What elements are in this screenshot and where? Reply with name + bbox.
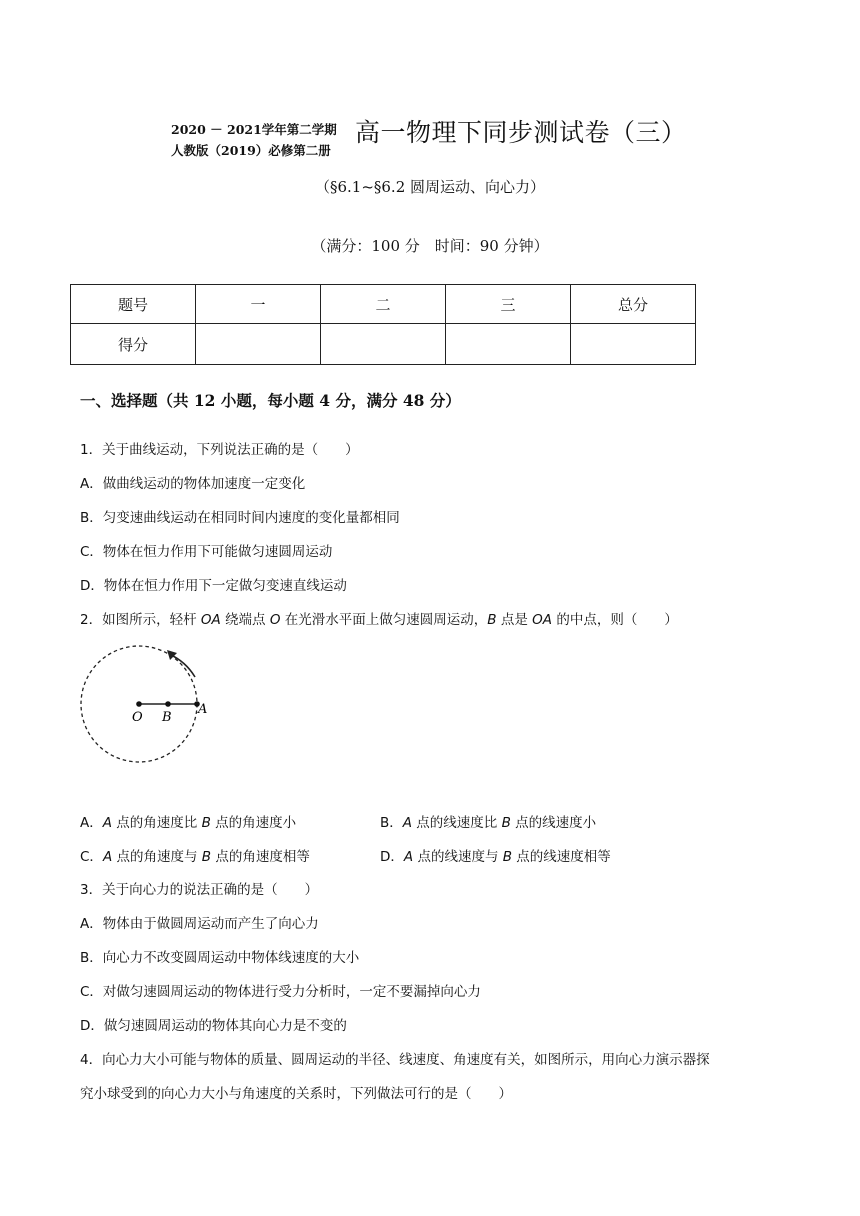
section-heading: 一、选择题（共 12 小题，每小题 4 分，满分 48 分） bbox=[80, 391, 461, 410]
table-row bbox=[71, 324, 696, 365]
header-term: 2020 － 2021学年第二学期 bbox=[171, 122, 337, 137]
question-2-stem: 2．如图所示，轻杆 OA 绕端点 O 在光滑水平面上做匀速圆周运动，B 点是 OA 的中点，则（ ） bbox=[80, 612, 678, 628]
table-cell bbox=[321, 324, 446, 365]
question-2-option-b: B．A 点的线速度比 B 点的线速度小 bbox=[380, 815, 597, 831]
question-3-option-b: B．向心力不改变圆周运动中物体线速度的大小 bbox=[80, 950, 360, 966]
question-3-option-d: D．做匀速圆周运动的物体其向心力是不变的 bbox=[80, 1018, 347, 1034]
table-cell: 总分 bbox=[571, 285, 696, 324]
question-1-option-d: D．物体在恒力作用下一定做匀变速直线运动 bbox=[80, 578, 347, 594]
question-1-option-a: A．做曲线运动的物体加速度一定变化 bbox=[80, 476, 306, 492]
table-row bbox=[71, 285, 696, 324]
point-o bbox=[136, 701, 142, 707]
question-3-option-c: C．对做匀速圆周运动的物体进行受力分析时，一定不要漏掉向心力 bbox=[80, 984, 481, 1000]
header-edition: 人教版（2019）必修第二册 bbox=[171, 143, 331, 158]
question-1-option-c: C．物体在恒力作用下可能做匀速圆周运动 bbox=[80, 544, 333, 560]
score-table bbox=[70, 284, 696, 365]
exam-meta: （满分：100 分 时间：90 分钟） bbox=[311, 237, 549, 255]
question-4-stem-line-1: 4．向心力大小可能与物体的质量、圆周运动的半径、线速度、角速度有关，如图所示，用向心力演示器探 bbox=[80, 1052, 710, 1068]
table-cell: 一 bbox=[196, 285, 321, 324]
label-b: B bbox=[162, 710, 172, 725]
label-o: O bbox=[132, 710, 143, 725]
table-cell bbox=[446, 324, 571, 365]
table-cell: 得分 bbox=[71, 324, 196, 365]
label-a: A bbox=[198, 702, 208, 717]
table-cell: 三 bbox=[446, 285, 571, 324]
table-cell bbox=[571, 324, 696, 365]
circular-motion-figure bbox=[74, 642, 224, 772]
question-2-option-d: D．A 点的线速度与 B 点的线速度相等 bbox=[380, 849, 611, 865]
question-2-option-a: A．A 点的角速度比 B 点的角速度小 bbox=[80, 815, 297, 831]
table-cell: 题号 bbox=[71, 285, 196, 324]
point-b bbox=[165, 701, 171, 707]
table-cell: 二 bbox=[321, 285, 446, 324]
question-3-option-a: A．物体由于做圆周运动而产生了向心力 bbox=[80, 916, 319, 932]
question-3-stem: 3．关于向心力的说法正确的是（ ） bbox=[80, 882, 319, 898]
question-1-stem: 1．关于曲线运动，下列说法正确的是（ ） bbox=[80, 442, 359, 458]
table-cell bbox=[196, 324, 321, 365]
question-1-option-b: B．匀变速曲线运动在相同时间内速度的变化量都相同 bbox=[80, 510, 400, 526]
page-title: 高一物理下同步测试卷（三） bbox=[355, 118, 687, 147]
page-subtitle: （§6.1~§6.2 圆周运动、向心力） bbox=[314, 178, 546, 196]
question-4-stem-line-2: 究小球受到的向心力大小与角速度的关系时，下列做法可行的是（ ） bbox=[80, 1086, 512, 1102]
question-2-option-c: C．A 点的角速度与 B 点的角速度相等 bbox=[80, 849, 310, 865]
